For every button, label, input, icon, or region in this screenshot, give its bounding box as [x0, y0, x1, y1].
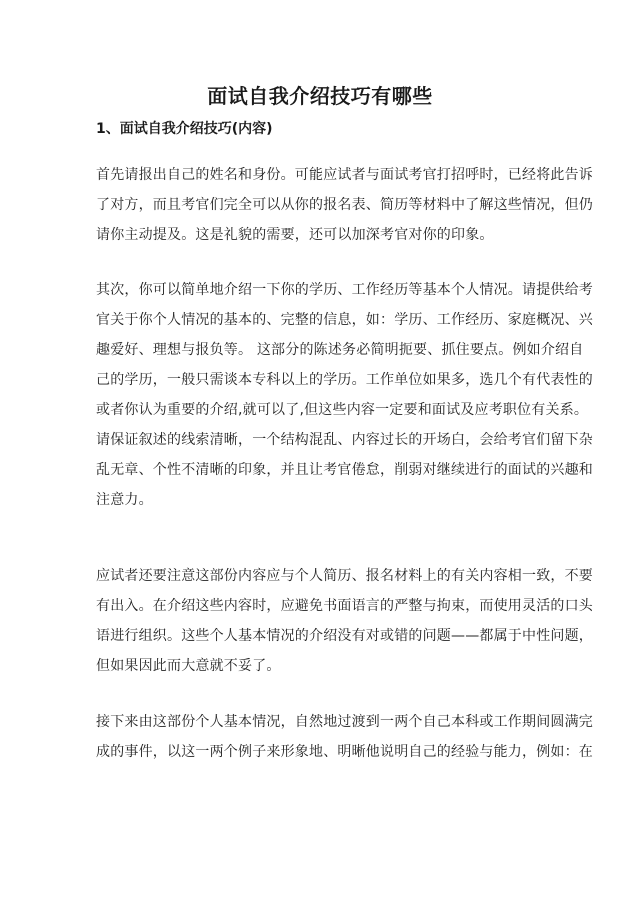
paragraph-line: 接下来由这部份个人基本情况，自然地过渡到一两个自己本科或工作期间圆满完 — [96, 714, 593, 730]
paragraph-line: 有出入。在介绍这些内容时，应避免书面语言的严整与拘束，而使用灵活的口头 — [96, 598, 593, 614]
section-heading: 1、面试自我介绍技巧(内容) — [96, 121, 273, 137]
paragraph-2 — [96, 275, 593, 515]
paragraph-line: 了对方，而且考官们完全可以从你的报名表、简历等材料中了解这些情况，但仍 — [96, 197, 593, 213]
paragraph-line: 成的事件，以这一两个例子来形象地、明晰他说明自己的经验与能力，例如：在 — [96, 744, 593, 760]
paragraph-line: 官关于你个人情况的基本的、完整的信息，如：学历、工作经历、家庭概况、兴 — [96, 312, 593, 328]
paragraph-line: 语进行组织。这些个人基本情况的介绍没有对或错的问题——都属于中性问题， — [96, 628, 593, 644]
paragraph-line: 趣爱好、理想与报负等。 这部分的陈述务必简明扼要、抓住要点。例如介绍自 — [96, 342, 584, 358]
document-title: 面试自我介绍技巧有哪些 — [207, 84, 433, 108]
paragraph-1 — [96, 160, 593, 250]
paragraph-4 — [96, 707, 593, 767]
paragraph-line: 首先请报出自己的姓名和身份。可能应试者与面试考官打招呼时，已经将此告诉 — [96, 167, 593, 183]
paragraph-line: 请保证叙述的线索清晰，一个结构混乱、内容过长的开场白，会给考官们留下杂 — [96, 432, 593, 448]
paragraph-line: 己的学历，一般只需谈本专科以上的学历。工作单位如果多，选几个有代表性的 — [96, 372, 593, 388]
paragraph-3 — [96, 561, 593, 681]
paragraph-line: 其次，你可以简单地介绍一下你的学历、工作经历等基本个人情况。请提供给考 — [96, 282, 593, 298]
paragraph-line: 应试者还要注意这部份内容应与个人简历、报名材料上的有关内容相一致，不要 — [96, 568, 593, 584]
paragraph-line: 但如果因此而大意就不妥了。 — [96, 658, 281, 674]
paragraph-line: 乱无章、个性不清晰的印象，并且让考官倦怠，削弱对继续进行的面试的兴趣和 — [96, 462, 593, 478]
paragraph-line: 或者你认为重要的介绍,就可以了,但这些内容一定要和面试及应考职位有关系。 — [96, 402, 589, 418]
paragraph-line: 注意力。 — [96, 492, 153, 508]
paragraph-line: 请你主动提及。这是礼貌的需要，还可以加深考官对你的印象。 — [96, 227, 494, 243]
